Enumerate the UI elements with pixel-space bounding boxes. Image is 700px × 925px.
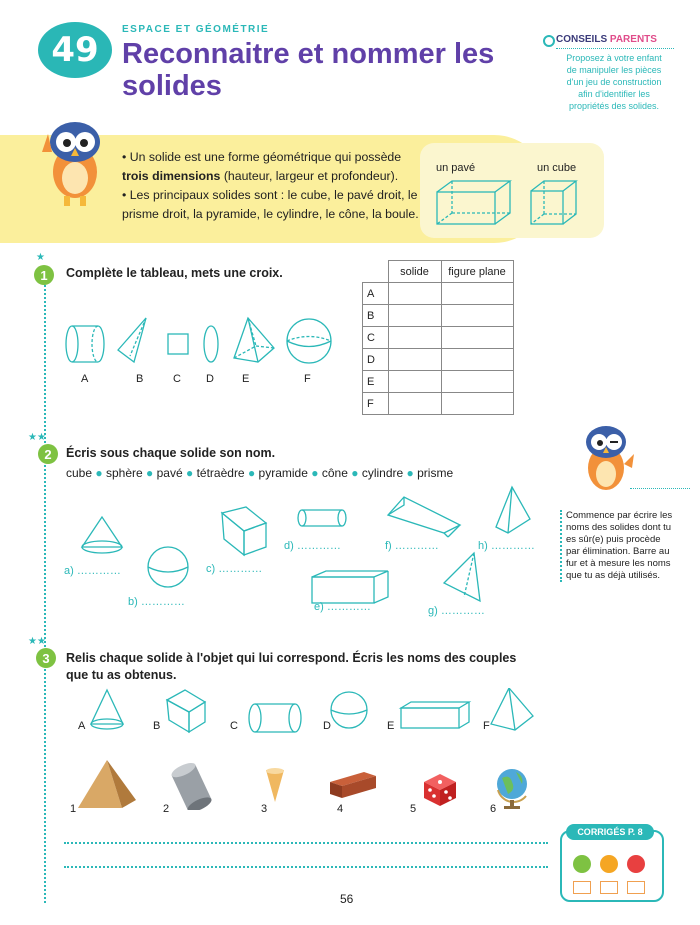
ice-cone-object-icon bbox=[264, 768, 286, 804]
page-number: 56 bbox=[340, 892, 354, 906]
table-row: F bbox=[363, 393, 514, 415]
shape-label-c: C bbox=[173, 373, 181, 385]
answer-d[interactable]: d) ………… bbox=[284, 540, 341, 552]
answer-c[interactable]: c) ………… bbox=[206, 563, 263, 575]
tips-text: Proposez à votre enfant de manipuler les pièces d'un jeu de construction afin d'identifier les propriétés des solides. bbox=[566, 53, 662, 111]
solid-label-a: A bbox=[78, 720, 86, 732]
answer-cell[interactable] bbox=[388, 371, 441, 393]
object-label-5: 5 bbox=[410, 803, 417, 815]
tips-heading: CONSEILS PARENTS bbox=[556, 34, 657, 45]
self-check-box[interactable] bbox=[627, 881, 645, 894]
self-check-box[interactable] bbox=[573, 881, 591, 894]
globe-object-icon bbox=[494, 766, 532, 810]
table-header-figure-plane: figure plane bbox=[441, 261, 513, 283]
exercise-3-instruction: Relis chaque solide à l'objet qui lui correspond. Écris les noms des couples que tu as obtenus. bbox=[66, 651, 517, 682]
answer-cell[interactable] bbox=[441, 371, 513, 393]
shape-label-f: F bbox=[304, 373, 311, 385]
shape-label-e: E bbox=[242, 373, 250, 385]
dice-object-icon bbox=[420, 772, 458, 808]
exercise-1-table bbox=[362, 260, 514, 415]
star-icon: ★ bbox=[36, 252, 45, 263]
brick-object-icon bbox=[328, 770, 378, 800]
shape-label-a: A bbox=[81, 373, 89, 385]
object-label-4: 4 bbox=[337, 803, 344, 815]
table-header-solide: solide bbox=[388, 261, 441, 283]
table-row: A bbox=[363, 283, 514, 305]
answer-e[interactable]: e) ………… bbox=[314, 601, 371, 613]
lesson-number: 49 bbox=[38, 22, 112, 78]
owl-mascot-icon bbox=[30, 112, 110, 212]
pyramid-object-icon bbox=[76, 758, 138, 810]
answer-g[interactable]: g) ………… bbox=[428, 605, 485, 617]
object-label-2: 2 bbox=[163, 803, 170, 815]
star-icon: ★★ bbox=[28, 636, 46, 647]
shape-label-d: D bbox=[206, 373, 214, 385]
answer-cell[interactable] bbox=[388, 305, 441, 327]
page-title: Reconnaitre et nommer les solides bbox=[122, 38, 495, 102]
solid-label-f: F bbox=[483, 720, 490, 732]
margin-dotted-line bbox=[44, 268, 46, 903]
owl-mascot-small-icon bbox=[572, 418, 642, 498]
answer-a[interactable]: a) ………… bbox=[64, 565, 121, 577]
tips-icon bbox=[543, 35, 555, 47]
object-label-3: 3 bbox=[261, 803, 268, 815]
table-row: E bbox=[363, 371, 514, 393]
answer-cell[interactable] bbox=[441, 349, 513, 371]
solid-label-c: C bbox=[230, 720, 238, 732]
exercise-3-number: 3 bbox=[36, 648, 56, 668]
solid-label-b: B bbox=[153, 720, 161, 732]
table-row: B bbox=[363, 305, 514, 327]
table-row: D bbox=[363, 349, 514, 371]
exercise-2-instruction: Écris sous chaque solide son nom. bbox=[66, 446, 276, 460]
happy-face-icon bbox=[573, 855, 591, 873]
answer-cell[interactable] bbox=[388, 393, 441, 415]
answer-cell[interactable] bbox=[441, 327, 513, 349]
tin-can-object-icon bbox=[168, 762, 216, 810]
answer-cell[interactable] bbox=[388, 349, 441, 371]
solid-label-d: D bbox=[323, 720, 331, 732]
neutral-face-icon bbox=[600, 855, 618, 873]
exercise-1-number: 1 bbox=[34, 265, 54, 285]
answer-h[interactable]: h) ………… bbox=[478, 540, 535, 552]
answer-cell[interactable] bbox=[441, 305, 513, 327]
self-check-box[interactable] bbox=[600, 881, 618, 894]
object-label-1: 1 bbox=[70, 803, 77, 815]
answer-cell[interactable] bbox=[388, 327, 441, 349]
shape-label-b: B bbox=[136, 373, 144, 385]
answer-b[interactable]: b) ………… bbox=[128, 596, 185, 608]
sad-face-icon bbox=[627, 855, 645, 873]
corrections-label: CORRIGÉS P. 8 bbox=[566, 824, 654, 840]
tips-divider bbox=[556, 48, 674, 49]
star-icon: ★★ bbox=[28, 432, 46, 443]
section-label: ESPACE ET GÉOMÉTRIE bbox=[122, 24, 270, 35]
example-label-cube: un cube bbox=[537, 162, 577, 174]
side-note: Commence par écrire les noms des solides dont tu es sûr(e) puis procède par élimination. Barre au fur et à mesure les noms que tu as déjà utilisés. bbox=[560, 510, 674, 582]
answer-line[interactable] bbox=[64, 866, 548, 868]
exercise-1-shapes bbox=[60, 312, 350, 368]
exercise-1-instruction: Complète le tableau, mets une croix. bbox=[66, 266, 283, 280]
pave-shape bbox=[434, 178, 514, 228]
table-row: C bbox=[363, 327, 514, 349]
answer-cell[interactable] bbox=[388, 283, 441, 305]
example-label-pave: un pavé bbox=[436, 162, 476, 174]
answer-cell[interactable] bbox=[441, 283, 513, 305]
intro-text: • Un solide est une forme géométrique qui possède trois dimensions (hauteur, largeur et profondeur). • Les principaux solides sont : le cube, le pavé droit, le prisme droit, la pyramide, le cylindre, le cône, la boule. bbox=[122, 150, 419, 221]
word-list: cube ● sphère ● pavé ● tétraèdre ● pyramide ● cône ● cylindre ● prisme bbox=[66, 466, 454, 480]
answer-f[interactable]: f) ………… bbox=[385, 540, 439, 552]
answer-cell[interactable] bbox=[441, 393, 513, 415]
solid-label-e: E bbox=[387, 720, 395, 732]
object-label-6: 6 bbox=[490, 803, 497, 815]
note-divider bbox=[630, 488, 690, 489]
cube-shape bbox=[528, 178, 588, 228]
exercise-2-number: 2 bbox=[38, 444, 58, 464]
answer-line[interactable] bbox=[64, 842, 548, 844]
